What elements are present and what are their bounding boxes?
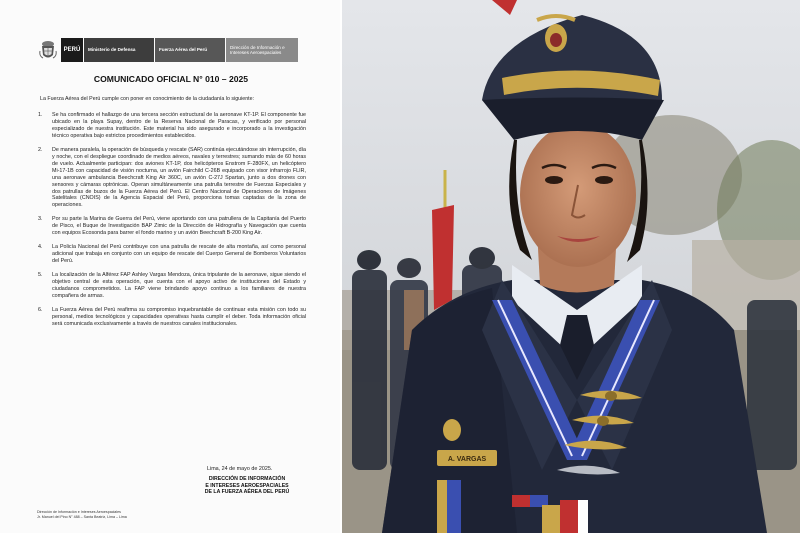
official-communique-document <box>0 0 342 533</box>
signature-date: Lima, 24 de mayo de 2025. <box>207 466 273 472</box>
item-text: Se ha confirmado el hallazgo de una tercera sección estructural de la aeronave KT-1P. El componente fue ubicado en la playa Supay, dentro de la Reserva Nacional de Paracas, y verificado por personal especializado de nuestra institución. Este material ha sido asegurado e incorporado a la investigación técnico operativa bajo estrictos procedimientos establecidos. <box>52 112 306 139</box>
item-number: 1. <box>38 112 43 118</box>
communique-title: COMUNICADO OFICIAL N° 010 – 2025 <box>93 74 249 84</box>
signature-line: E INTERESES AEROESPACIALES <box>205 482 289 489</box>
communique-item <box>38 147 306 210</box>
peru-flag <box>432 205 454 310</box>
item-number: 4. <box>38 244 43 251</box>
item-number: 6. <box>38 306 43 313</box>
item-text: La Fuerza Aérea del Perú reafirma su compromiso inquebrantable de continuar esta misión con todo su personal, medios tecnológicos y capacidades operativas hasta cumplir el deber. Toda información oficial será comunicada exclusivamente a través de nuestros canales institucionales. <box>52 306 306 327</box>
item-number: 5. <box>38 272 43 279</box>
ministry-label: Ministerio de Defensa <box>84 38 154 62</box>
portrait-illustration <box>342 0 800 533</box>
communique-item <box>38 307 306 328</box>
document-header <box>38 38 298 62</box>
signature-block <box>188 476 306 496</box>
item-number: 3. <box>38 216 43 223</box>
footer-line: Jr. Manuel del Pino N° 488 – Santa Beatriz, Lima – Lima <box>37 514 127 519</box>
coat-of-arms-icon <box>38 38 58 62</box>
signature-line: DIRECCIÓN DE INFORMACIÓN <box>208 476 286 482</box>
item-text: Por su parte la Marina de Guerra del Perú, viene aportando con una patrullera de la Capitanía del Puerto de Pisco, el Buque de Investigación BAP Zimic de la Dirección de Hidrografía y Navegación que cuenta con equipos Ecosonda para barrer el fondo marino y un avión Beechcraft B-200 King Air. <box>52 216 306 237</box>
communique-item <box>38 112 306 140</box>
item-text: La localización de la Alférez FAP Ashley Vargas Mendoza, única tripulante de la aeronave, sigue siendo el objetivo central de esta operación, que cuenta con el apoyo activo de instituciones del Estado y ciudadanos comprometidos. La FAP viene brindando apoyo continuo a los familiares de nuestra compañera de armas. <box>52 272 306 299</box>
item-text: La Policía Nacional del Perú contribuye con una patrulla de rescate de alta montaña, así como personal adicional que trabaja en conjunto con un equipo de rescate del Cuerpo General de Bomberos Voluntarios del Perú. <box>52 244 306 265</box>
peru-label: PERÚ <box>61 38 83 62</box>
directorate-label: Dirección de Información e Intereses Aeroespaciales <box>226 38 298 62</box>
communique-item <box>38 216 306 237</box>
communique-intro: La Fuerza Aérea del Perú cumple con poner en conocimiento de la ciudadanía lo siguiente: <box>40 96 255 102</box>
item-text: De manera paralela, la operación de búsqueda y rescate (SAR) continúa ejecutándose sin interrupción, día y noche, con el despliegue coordinado de medios aéreos, navales y terrestres; sumando más de 60 horas de vuelo. Actualmente participan: dos aviones KT-1P, dos helicópteros Enstrom F-280FX, un helicóptero Mi-17-1B con capacidad de visión nocturna, un avión Fairchild C-26B equipado con visor infrarrojo FLIR, una aeronave ambulancia Beechcraft King Air 360C, un avión C-27J Spartan, junto a dos drones con sensores y cámaras optrónicas. Operan simultáneamente una patrulla terrestre de Fuerzas Especiales y dos patrullas de buzos de la Fuerza Aérea del Perú. El Centro Nacional de Operaciones de Imágenes Satelitales (CNOIS) de la Agencia Espacial del Perú, proporciona tomas captadas de la zona de operaciones. <box>52 146 306 209</box>
cadet-face <box>520 123 636 267</box>
communique-items <box>38 112 306 335</box>
signature-line: DE LA FUERZA AÉREA DEL PERÚ <box>204 489 290 496</box>
air-force-label: Fuerza Aérea del Perú <box>155 38 225 62</box>
communique-item <box>38 272 306 300</box>
document-footer <box>37 510 127 519</box>
communique-item <box>38 244 306 265</box>
item-number: 2. <box>38 146 43 153</box>
footer-line: Dirección de Información e Intereses Aeroespaciales <box>37 510 121 514</box>
cadet-portrait-photo <box>342 0 800 533</box>
nameplate-text: A. VARGAS <box>447 456 487 463</box>
